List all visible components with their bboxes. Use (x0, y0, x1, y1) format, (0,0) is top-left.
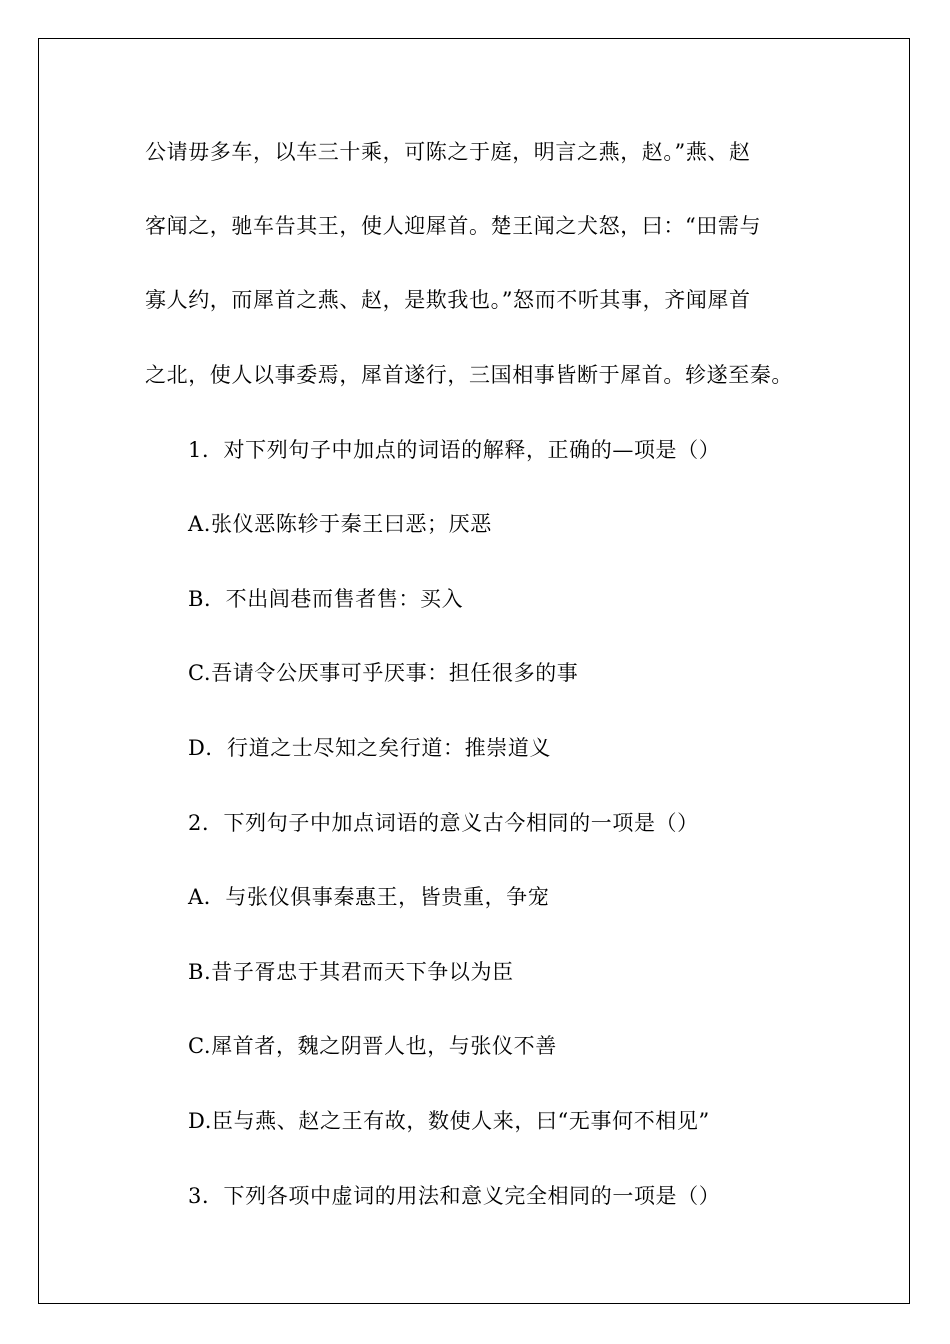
paragraph-line-1: 公请毋多车，以车三十乘，可陈之于庭，明言之燕，赵。”燕、赵 (145, 140, 751, 164)
question-2-option-d: D.臣与燕、赵之王有故，数使人来，曰“无事何不相见” (188, 1109, 710, 1133)
question-3-stem: 3．下列各项中虚词的用法和意义完全相同的一项是（） (188, 1184, 721, 1208)
question-2-option-a: A．与张仪俱事秦惠王，皆贵重，争宠 (188, 885, 550, 909)
paragraph-line-4: 之北，使人以事委焉，犀首遂行，三国相事皆断于犀首。轸遂至秦。 (145, 363, 793, 387)
paragraph-line-2: 客闻之，驰车告其王，使人迎犀首。楚王闻之犬怒，曰：“田需与 (145, 214, 762, 238)
question-2-option-b: B.昔子胥忠于其君而天下争以为臣 (188, 960, 514, 984)
question-2-stem: 2．下列句子中加点词语的意义古今相同的一项是（） (188, 811, 699, 835)
question-1-stem: 1．对下列句子中加点的词语的解释，正确的—项是（） (188, 438, 721, 462)
question-1-option-d: D．行道之士尽知之矣行道：推崇道义 (188, 736, 552, 760)
paragraph-line-3: 寡人约，而犀首之燕、赵，是欺我也。”怒而不听其事，齐闻犀首 (145, 288, 751, 312)
question-1-option-c: C.吾请令公厌事可乎厌事：担任很多的事 (188, 661, 579, 685)
question-1-option-b: B．不出闾巷而售者售：买入 (188, 587, 464, 611)
question-1-option-a: A.张仪恶陈轸于秦王曰恶；厌恶 (188, 512, 492, 536)
question-2-option-c: C.犀首者，魏之阴晋人也，与张仪不善 (188, 1034, 557, 1058)
